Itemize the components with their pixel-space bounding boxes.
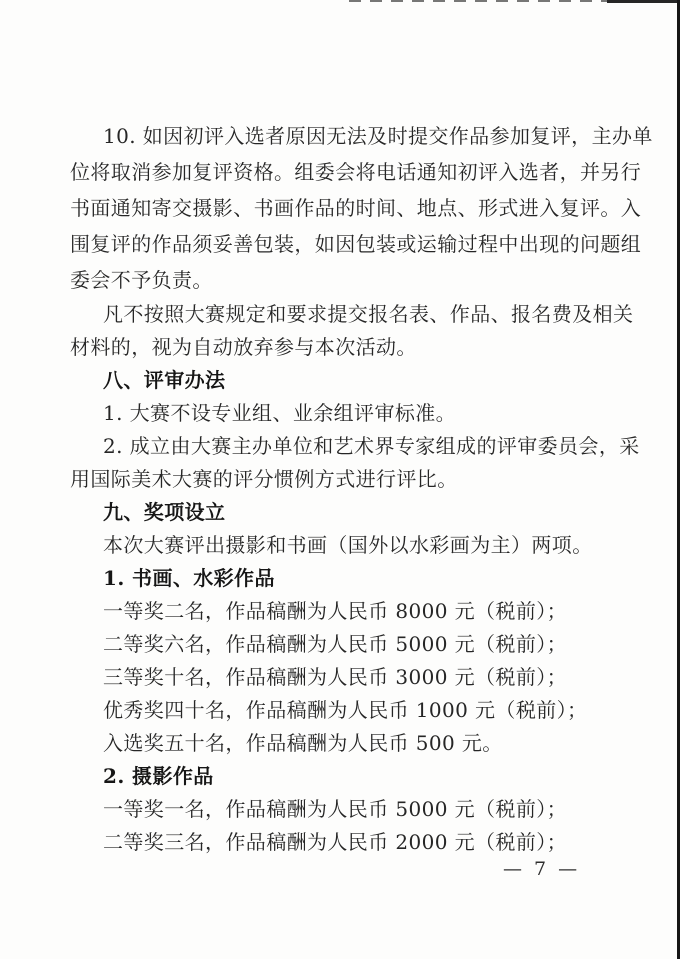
document-body bbox=[70, 116, 653, 857]
text-line: 10. 如因初评入选者原因无法及时提交作品参加复评，主办单 bbox=[103, 123, 653, 148]
text-line: 用国际美术大赛的评分惯例方式进行评比。 bbox=[70, 467, 458, 491]
text-line: 八、评审办法 bbox=[103, 368, 226, 392]
paragraph bbox=[70, 428, 640, 494]
paragraph bbox=[70, 395, 615, 428]
scan-top-edge-artifact bbox=[349, 0, 607, 2]
text-line: 一等奖一名，作品稿酬为人民币 5000 元（税前）； bbox=[103, 797, 568, 821]
text-line: 凡不按照大赛规定和要求提交报名表、作品、报名费及相关 bbox=[103, 302, 634, 326]
text-line: 委会不予负责。 bbox=[70, 267, 213, 292]
text-line: 九、奖项设立 bbox=[103, 500, 226, 524]
text-line: 围复评的作品须妥善包装，如因包装或运输过程中出现的问题组 bbox=[70, 231, 642, 256]
heading-paragraph bbox=[70, 362, 615, 395]
text-line: 1. 大赛不设专业组、业余组评审标准。 bbox=[103, 401, 457, 425]
text-line: 优秀奖四十名，作品稿酬为人民币 1000 元（税前）； bbox=[103, 698, 588, 722]
paragraph bbox=[70, 692, 615, 725]
text-line: 一等奖二名，作品稿酬为人民币 8000 元（税前）； bbox=[103, 599, 568, 623]
paragraph bbox=[70, 659, 615, 692]
text-line: 2. 摄影作品 bbox=[103, 764, 214, 788]
scan-top-right-edge-artifact bbox=[607, 0, 680, 3]
heading-paragraph bbox=[70, 494, 615, 527]
paragraph bbox=[70, 527, 615, 560]
text-line: 入选奖五十名，作品稿酬为人民币 500 元。 bbox=[103, 731, 503, 755]
heading-paragraph bbox=[70, 758, 615, 791]
paragraph bbox=[70, 824, 615, 857]
paragraph bbox=[70, 116, 653, 296]
text-line: 三等奖十名，作品稿酬为人民币 3000 元（税前）； bbox=[103, 665, 568, 689]
text-line: 书面通知寄交摄影、书画作品的时间、地点、形式进入复评。入 bbox=[70, 195, 642, 220]
paragraph bbox=[70, 626, 615, 659]
paragraph bbox=[70, 725, 615, 758]
text-line: 二等奖六名，作品稿酬为人民币 5000 元（税前）； bbox=[103, 632, 568, 656]
text-line: 材料的，视为自动放弃参与本次活动。 bbox=[70, 335, 417, 359]
paragraph bbox=[70, 296, 634, 362]
heading-paragraph bbox=[70, 560, 615, 593]
text-line: 本次大赛评出摄影和书画（国外以水彩画为主）两项。 bbox=[103, 533, 593, 557]
paragraph bbox=[70, 593, 615, 626]
text-line: 位将取消参加复评资格。组委会将电话通知初评入选者，并另行 bbox=[70, 159, 642, 184]
page-number: — 7 — bbox=[503, 858, 581, 880]
text-line: 二等奖三名，作品稿酬为人民币 2000 元（税前）； bbox=[103, 830, 568, 854]
text-line: 1. 书画、水彩作品 bbox=[103, 566, 275, 590]
text-line: 2. 成立由大赛主办单位和艺术界专家组成的评审委员会，采 bbox=[103, 434, 640, 458]
paragraph bbox=[70, 791, 615, 824]
